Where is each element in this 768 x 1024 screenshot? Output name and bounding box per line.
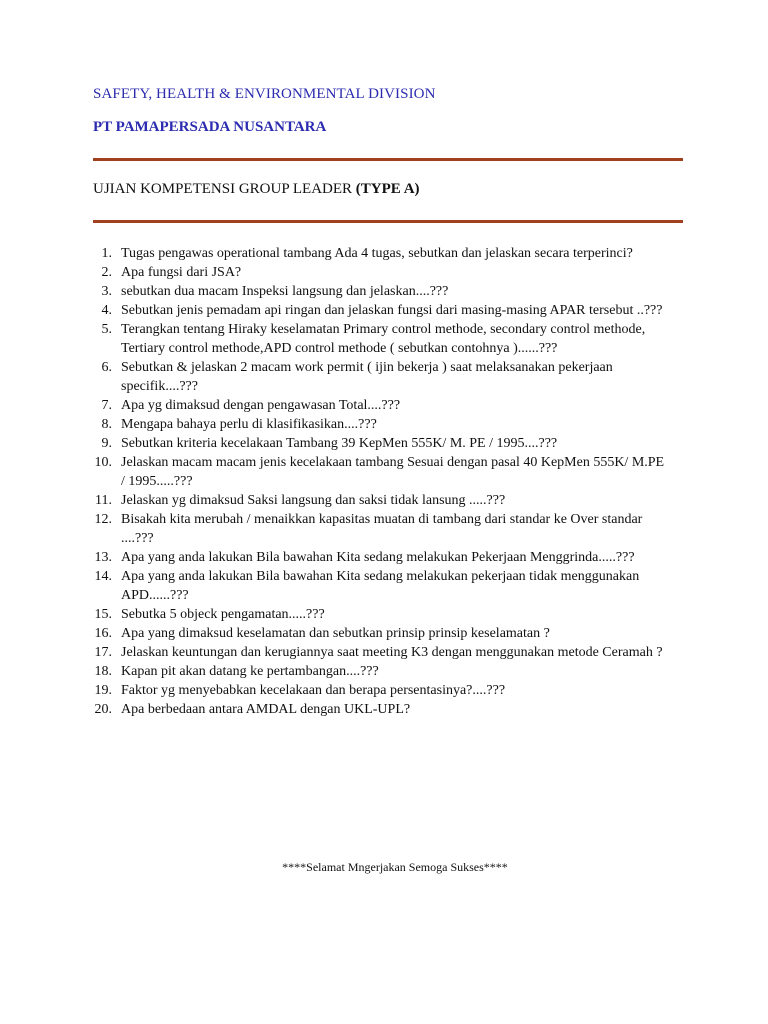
question-item (0, 548, 671, 567)
question-text: Sebutka 5 objeck pengamatan.....??? (121, 607, 325, 622)
question-text: Terangkan tentang Hiraky keselamatan Primary control methode, secondary control methode, Tertiary control methode,APD control methode ( sebutkan contohnya )......??? (121, 322, 646, 356)
question-item (0, 263, 671, 282)
bottom-divider (93, 220, 683, 223)
question-number: 10. (94, 455, 112, 470)
question-text: Bisakah kita merubah / menaikkan kapasitas muatan di tambang dari standar ke Over standar ....??? (121, 512, 643, 546)
question-number: 6. (101, 360, 112, 375)
question-text: Sebutkan kriteria kecelakaan Tambang 39 KepMen 555K/ M. PE / 1995....??? (121, 436, 558, 451)
exam-title (93, 181, 420, 198)
closing-message: ****Selamat Mngerjakan Semoga Sukses**** (282, 860, 508, 874)
question-item (0, 434, 671, 453)
question-text: Sebutkan & jelaskan 2 macam work permit ( ijin bekerja ) saat melaksanakan pekerjaan specifik....??? (121, 360, 613, 394)
question-text: sebutkan dua macam Inspeksi langsung dan jelaskan....??? (121, 284, 449, 299)
question-item (0, 624, 671, 643)
question-item (0, 396, 671, 415)
question-text: Mengapa bahaya perlu di klasifikasikan....??? (121, 417, 377, 432)
question-number: 8. (101, 417, 112, 432)
question-number: 12. (94, 512, 112, 527)
question-number: 7. (101, 398, 112, 413)
question-number: 20. (94, 702, 112, 717)
question-item (0, 567, 671, 605)
question-text: Tugas pengawas operational tambang Ada 4 tugas, sebutkan dan jelaskan secara terperinci? (121, 246, 633, 261)
question-number: 2. (101, 265, 112, 280)
question-number: 13. (94, 550, 112, 565)
question-text: Apa yg dimaksud dengan pengawasan Total....??? (121, 398, 401, 413)
question-number: 9. (101, 436, 112, 451)
question-item (0, 605, 671, 624)
question-text: Sebutkan jenis pemadam api ringan dan jelaskan fungsi dari masing-masing APAR tersebut ..??? (121, 303, 663, 318)
question-item (0, 301, 671, 320)
company-name: PT PAMAPERSADA NUSANTARA (93, 119, 327, 135)
question-item (0, 320, 671, 358)
question-number: 17. (94, 645, 112, 660)
question-text: Faktor yg menyebabkan kecelakaan dan berapa persentasinya?....??? (121, 683, 506, 698)
question-item (0, 662, 671, 681)
question-number: 5. (101, 322, 112, 337)
question-text: Kapan pit akan datang ke pertambangan....??? (121, 664, 379, 679)
question-item (0, 415, 671, 434)
question-item (0, 358, 671, 396)
question-text: Jelaskan macam macam jenis kecelakaan tambang Sesuai dengan pasal 40 KepMen 555K/ M.PE / 1995.....??? (121, 455, 665, 489)
question-text: Apa berbedaan antara AMDAL dengan UKL-UPL? (121, 702, 411, 717)
division-heading: SAFETY, HEALTH & ENVIRONMENTAL DIVISION (93, 86, 436, 102)
question-text: Apa yang anda lakukan Bila bawahan Kita sedang melakukan Pekerjaan Menggrinda.....??? (121, 550, 635, 565)
question-item (0, 643, 671, 662)
question-item (0, 700, 671, 719)
question-text: Apa yang dimaksud keselamatan dan sebutkan prinsip prinsip keselamatan ? (121, 626, 550, 641)
question-number: 19. (94, 683, 112, 698)
question-text: Jelaskan yg dimaksud Saksi langsung dan saksi tidak lansung .....??? (121, 493, 506, 508)
question-list (0, 244, 768, 719)
question-item (0, 510, 671, 548)
question-item (0, 453, 671, 491)
question-number: 18. (94, 664, 112, 679)
question-number: 11. (95, 493, 112, 508)
question-number: 3. (101, 284, 112, 299)
exam-title-text: UJIAN KOMPETENSI GROUP LEADER (93, 181, 356, 197)
question-text: Apa yang anda lakukan Bila bawahan Kita sedang melakukan pekerjaan tidak menggunakan APD......??? (121, 569, 640, 603)
question-item (0, 681, 671, 700)
question-text: Apa fungsi dari JSA? (121, 265, 242, 280)
question-number: 15. (94, 607, 112, 622)
top-divider (93, 158, 683, 161)
question-item (0, 491, 671, 510)
question-text: Jelaskan keuntungan dan kerugiannya saat meeting K3 dengan menggunakan metode Ceramah ? (121, 645, 663, 660)
exam-type: (TYPE A) (355, 181, 420, 197)
question-number: 1. (101, 246, 112, 261)
question-number: 4. (101, 303, 112, 318)
question-item (0, 282, 671, 301)
question-number: 16. (94, 626, 112, 641)
question-number: 14. (94, 569, 112, 584)
question-item (0, 244, 671, 263)
